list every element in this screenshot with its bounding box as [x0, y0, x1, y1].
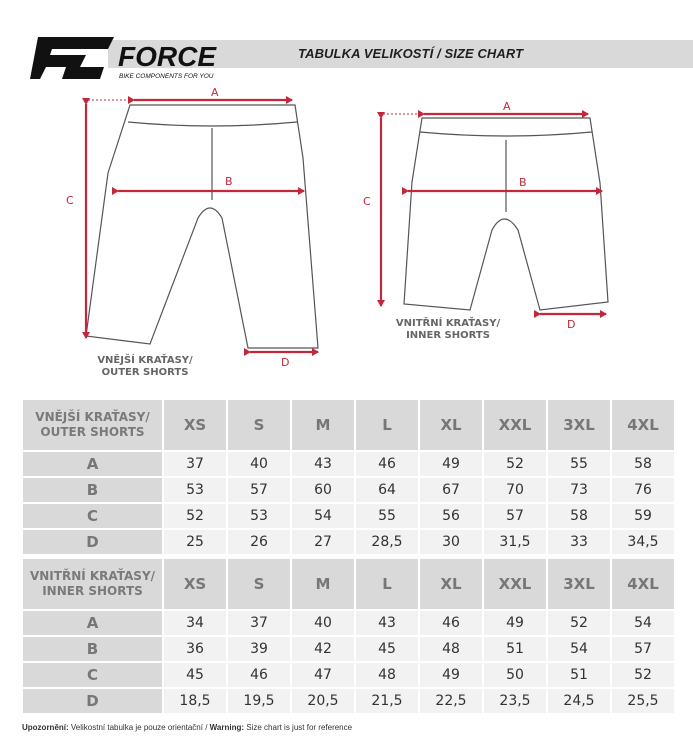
measure-label-cell: C: [22, 503, 163, 529]
size-header-cell: M: [291, 399, 355, 451]
value-cell: 58: [547, 503, 611, 529]
value-cell: 57: [227, 477, 291, 503]
measure-label-cell: B: [22, 636, 163, 662]
outer-label-d: D: [281, 356, 290, 369]
value-cell: 42: [291, 636, 355, 662]
value-cell: 57: [611, 636, 675, 662]
inner-label-c: C: [363, 195, 371, 208]
value-cell: 33: [547, 529, 611, 555]
value-cell: 59: [611, 503, 675, 529]
value-cell: 46: [227, 662, 291, 688]
inner-caption-line1: VNITŘNÍ KRAŤASY/: [395, 318, 501, 329]
value-cell: 73: [547, 477, 611, 503]
note-cz-label: Upozornění:: [22, 723, 69, 732]
size-table-outer: [21, 398, 676, 556]
value-cell: 18,5: [163, 688, 227, 714]
value-cell: 45: [163, 662, 227, 688]
size-header-cell: XL: [419, 558, 483, 610]
value-cell: 60: [291, 477, 355, 503]
value-cell: 52: [547, 610, 611, 636]
value-cell: 46: [355, 451, 419, 477]
value-cell: 34: [163, 610, 227, 636]
table-row: [22, 529, 675, 555]
inner-caption-line2: INNER SHORTS: [406, 330, 490, 341]
value-cell: 45: [355, 636, 419, 662]
outer-shorts-caption: [90, 355, 200, 379]
table-row: [22, 636, 675, 662]
inner-measure-lines: [381, 114, 606, 314]
table-title-line: VNITŘNÍ KRAŤASY/: [29, 569, 156, 583]
value-cell: 34,5: [611, 529, 675, 555]
brand-tagline: BIKE COMPONENTS FOR YOU: [119, 73, 214, 80]
brand-name: FORCE: [118, 41, 216, 72]
size-header-cell: 4XL: [611, 558, 675, 610]
table-title-line: INNER SHORTS: [42, 584, 143, 598]
outer-shorts-drawing: [86, 105, 318, 348]
value-cell: 21,5: [355, 688, 419, 714]
value-cell: 57: [483, 503, 547, 529]
force-logo-mark-icon: [30, 37, 114, 79]
shorts-diagram: [0, 78, 693, 378]
table-header-row: [22, 399, 675, 451]
value-cell: 39: [227, 636, 291, 662]
measure-label-cell: A: [22, 610, 163, 636]
note-en-text: Size chart is just for reference: [244, 723, 353, 732]
value-cell: 37: [163, 451, 227, 477]
table-row: [22, 451, 675, 477]
value-cell: 53: [227, 503, 291, 529]
value-cell: 37: [227, 610, 291, 636]
value-cell: 23,5: [483, 688, 547, 714]
value-cell: 58: [611, 451, 675, 477]
outer-measure-lines: [86, 100, 318, 352]
table-header-row: [22, 558, 675, 610]
size-header-cell: L: [355, 558, 419, 610]
value-cell: 54: [547, 636, 611, 662]
size-header-cell: M: [291, 558, 355, 610]
measure-label-cell: C: [22, 662, 163, 688]
value-cell: 51: [547, 662, 611, 688]
outer-label-c: C: [66, 194, 74, 207]
note-en-label: Warning:: [209, 723, 245, 732]
value-cell: 20,5: [291, 688, 355, 714]
size-header-cell: XXL: [483, 558, 547, 610]
size-header-cell: S: [227, 558, 291, 610]
value-cell: 43: [291, 451, 355, 477]
inner-label-b: B: [519, 176, 527, 189]
table-title-cell: [22, 558, 163, 610]
value-cell: 43: [355, 610, 419, 636]
size-header-cell: 3XL: [547, 558, 611, 610]
value-cell: 54: [611, 610, 675, 636]
value-cell: 40: [227, 451, 291, 477]
value-cell: 30: [419, 529, 483, 555]
value-cell: 49: [419, 451, 483, 477]
size-header-cell: 4XL: [611, 399, 675, 451]
value-cell: 55: [547, 451, 611, 477]
value-cell: 52: [483, 451, 547, 477]
inner-label-a: A: [503, 100, 511, 113]
measure-label-cell: A: [22, 451, 163, 477]
value-cell: 28,5: [355, 529, 419, 555]
value-cell: 53: [163, 477, 227, 503]
table-title-cell: [22, 399, 163, 451]
value-cell: 54: [291, 503, 355, 529]
table-row: [22, 503, 675, 529]
value-cell: 22,5: [419, 688, 483, 714]
measure-label-cell: B: [22, 477, 163, 503]
value-cell: 56: [419, 503, 483, 529]
size-header-cell: L: [355, 399, 419, 451]
table-row: [22, 477, 675, 503]
value-cell: 25: [163, 529, 227, 555]
value-cell: 26: [227, 529, 291, 555]
outer-caption-line1: VNĚJŠÍ KRAŤASY/: [97, 355, 193, 366]
value-cell: 50: [483, 662, 547, 688]
value-cell: 64: [355, 477, 419, 503]
value-cell: 48: [419, 636, 483, 662]
note-cz-text: Velikostní tabulka je pouze orientační /: [68, 723, 210, 732]
table-row: [22, 662, 675, 688]
value-cell: 48: [355, 662, 419, 688]
value-cell: 49: [483, 610, 547, 636]
size-table-inner: [21, 557, 676, 715]
value-cell: 49: [419, 662, 483, 688]
table-title-line: OUTER SHORTS: [40, 425, 145, 439]
value-cell: 46: [419, 610, 483, 636]
size-header-cell: 3XL: [547, 399, 611, 451]
value-cell: 27: [291, 529, 355, 555]
value-cell: 31,5: [483, 529, 547, 555]
size-header-cell: XS: [163, 399, 227, 451]
value-cell: 19,5: [227, 688, 291, 714]
size-header-cell: XXL: [483, 399, 547, 451]
page-title: TABULKA VELIKOSTÍ / SIZE CHART: [298, 46, 524, 61]
table-row: [22, 688, 675, 714]
measure-label-cell: D: [22, 529, 163, 555]
outer-caption-line2: OUTER SHORTS: [101, 367, 189, 378]
value-cell: 47: [291, 662, 355, 688]
inner-label-d: D: [567, 318, 576, 331]
warning-note: [22, 723, 352, 732]
value-cell: 25,5: [611, 688, 675, 714]
value-cell: 67: [419, 477, 483, 503]
table-title-line: VNĚJŠÍ KRAŤASY/: [35, 410, 150, 424]
size-header-cell: S: [227, 399, 291, 451]
outer-label-b: B: [225, 175, 233, 188]
table-row: [22, 610, 675, 636]
value-cell: 36: [163, 636, 227, 662]
inner-shorts-drawing: [404, 118, 608, 310]
outer-label-a: A: [211, 86, 219, 99]
size-header-cell: XL: [419, 399, 483, 451]
measure-label-cell: D: [22, 688, 163, 714]
value-cell: 51: [483, 636, 547, 662]
value-cell: 70: [483, 477, 547, 503]
value-cell: 52: [611, 662, 675, 688]
value-cell: 55: [355, 503, 419, 529]
value-cell: 76: [611, 477, 675, 503]
value-cell: 24,5: [547, 688, 611, 714]
value-cell: 52: [163, 503, 227, 529]
size-header-cell: XS: [163, 558, 227, 610]
inner-shorts-caption: [390, 318, 506, 342]
value-cell: 40: [291, 610, 355, 636]
